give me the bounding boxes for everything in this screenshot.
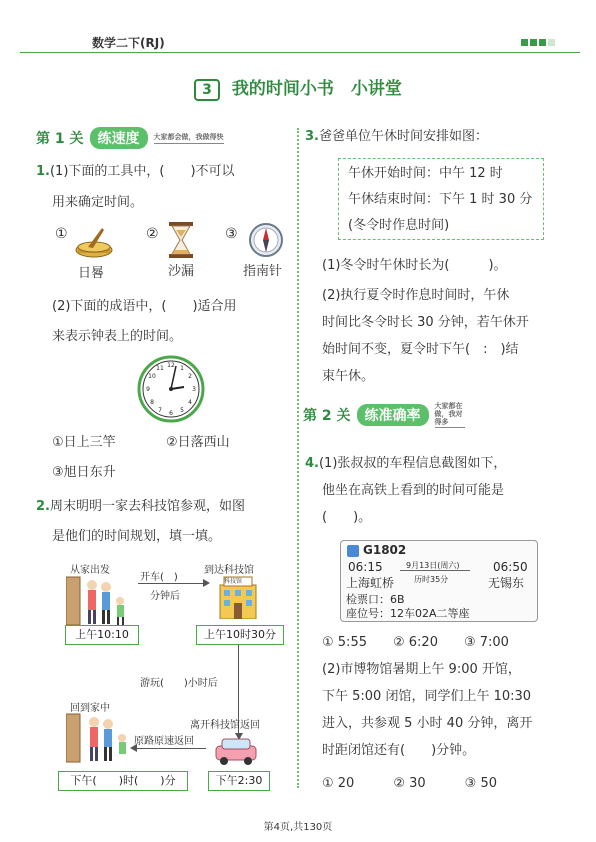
train-number: G1802 bbox=[363, 543, 407, 557]
label-back-home: 回到家中 bbox=[70, 703, 110, 714]
svg-text:3: 3 bbox=[192, 386, 196, 393]
label-drive: 开车( ) bbox=[140, 572, 178, 583]
q4-part1-line2: 他坐在高铁上看到的时间可能是 bbox=[322, 483, 505, 498]
section1-slogan: 大家都会做，我做得快 bbox=[154, 132, 224, 144]
q2-text: 周末明明一家去科技馆参观，如图 bbox=[49, 499, 245, 514]
sundial-icon bbox=[74, 220, 114, 264]
q4-part2-line3: 进入，共参观 5 小时 40 分钟，离开 bbox=[322, 716, 533, 731]
time-box-home: 下午( )时( )分 bbox=[58, 771, 188, 791]
q4-part2-line4: 时距闭馆还有( )分钟。 bbox=[322, 743, 476, 758]
q4-part1-line3: ( )。 bbox=[322, 510, 372, 525]
clock-icon bbox=[136, 354, 206, 428]
compass-icon bbox=[248, 222, 284, 262]
lesson-number: 3 bbox=[194, 79, 220, 101]
svg-text:9: 9 bbox=[146, 386, 150, 393]
q1-part1-text: (1)下面的工具中，( )不可以 bbox=[49, 164, 235, 179]
label-play: 游玩( )小时后 bbox=[140, 678, 218, 689]
time-box-arrive: 上午10时30分 bbox=[196, 625, 284, 645]
family-illustration bbox=[66, 575, 136, 631]
section2-slogan: 大家都在做，我对得多 bbox=[434, 402, 463, 426]
arrival-time: 06:50 bbox=[493, 560, 528, 574]
q3-part2-line4: 束午休。 bbox=[322, 369, 375, 384]
q3-text: 爸爸单位午休时间安排如图： bbox=[318, 129, 488, 144]
label-return-route: 原路原速返回 bbox=[134, 736, 194, 747]
q4-part1-options: ① 5:55 ② 6:20 ③ 7:00 bbox=[322, 635, 509, 650]
arrowhead-drive bbox=[203, 579, 210, 587]
tool-label-1: 日晷 bbox=[78, 266, 105, 281]
q4-line1 bbox=[305, 455, 506, 473]
family-home-illustration bbox=[66, 712, 136, 768]
tool-mark-1: ① bbox=[55, 226, 68, 242]
travel-date: 9月13日(周六) bbox=[406, 561, 460, 570]
page-header-title: 数学二下(RJ) bbox=[92, 36, 165, 50]
section2-header bbox=[303, 402, 465, 428]
svg-text:4: 4 bbox=[188, 399, 192, 406]
q3-number: 3. bbox=[305, 129, 319, 144]
nap-end: 午休结束时间：下午 1 时 30 分 bbox=[348, 192, 533, 207]
svg-text:11: 11 bbox=[156, 365, 164, 372]
q4-part2-line1: (2)市博物馆暑期上午 9:00 开馆， bbox=[322, 662, 521, 677]
q4-number: 4. bbox=[305, 456, 319, 471]
travel-duration: 历时35分 bbox=[414, 575, 449, 584]
q1-part2-line1: (2)下面的成语中，( )适合用 bbox=[52, 299, 237, 314]
q1-number: 1. bbox=[36, 164, 50, 179]
svg-text:8: 8 bbox=[150, 399, 154, 406]
car-icon bbox=[212, 736, 260, 770]
tool-label-2: 沙漏 bbox=[168, 264, 195, 279]
section1-header bbox=[36, 127, 224, 149]
tool-label-3: 指南针 bbox=[243, 264, 283, 279]
q1-option-2: ②日落西山 bbox=[166, 435, 230, 450]
lesson-title-text: 我的时间小书 小讲堂 bbox=[231, 79, 402, 99]
time-box-depart: 上午10:10 bbox=[65, 625, 139, 645]
q2-line1 bbox=[36, 498, 245, 516]
nap-note: (冬令时作息时间) bbox=[348, 218, 450, 233]
svg-text:6: 6 bbox=[169, 410, 173, 417]
q4-part2-options: ① 20 ② 30 ③ 50 bbox=[322, 776, 497, 791]
q1-option-1: ①日上三竿 bbox=[52, 435, 116, 450]
q2-number: 2. bbox=[36, 499, 50, 514]
arrival-station: 无锡东 bbox=[488, 576, 525, 590]
tool-mark-2: ② bbox=[146, 226, 159, 242]
q1-line2: 用来确定时间。 bbox=[52, 195, 144, 210]
section1-pill: 练速度 bbox=[90, 127, 148, 149]
page-footer: 第4页,共130页 bbox=[263, 822, 333, 833]
q3-part1: (1)冬令时午休时长为( )。 bbox=[322, 258, 507, 273]
svg-text:1: 1 bbox=[180, 365, 184, 372]
ticket-route-line bbox=[400, 570, 470, 571]
hourglass-icon bbox=[166, 220, 196, 264]
q2-line2: 是他们的时间规划，填一填。 bbox=[52, 529, 222, 544]
q3-part2-line3: 始时间不变，夏令时下午( : )结 bbox=[322, 342, 519, 357]
q1-line1 bbox=[36, 163, 235, 181]
svg-text:7: 7 bbox=[158, 407, 162, 414]
svg-text:12: 12 bbox=[167, 362, 175, 369]
check-in-gate: 检票口：6B bbox=[346, 593, 405, 606]
lesson-title bbox=[0, 74, 596, 101]
tool-mark-3: ③ bbox=[225, 226, 238, 242]
q4-part1-text: (1)张叔叔的车程信息截图如下， bbox=[318, 456, 507, 471]
q3-line1 bbox=[305, 128, 488, 146]
section2-label: 第 2 关 bbox=[303, 408, 351, 424]
arrow-return bbox=[136, 748, 206, 749]
q4-part2-line2: 下午 5:00 闭馆，同学们上午 10:30 bbox=[322, 689, 532, 704]
header-decoration bbox=[521, 39, 555, 46]
departure-station: 上海虹桥 bbox=[346, 576, 395, 590]
q1-part2-line2: 来表示钟表上的时间。 bbox=[52, 329, 183, 344]
museum-sign: 科技馆 bbox=[224, 578, 243, 585]
label-leave: 离开科技馆返回 bbox=[190, 720, 260, 731]
arrowhead-return bbox=[130, 744, 137, 752]
column-divider bbox=[297, 128, 299, 788]
label-drive-minutes: 分钟后 bbox=[150, 591, 180, 602]
label-from-home: 从家出发 bbox=[70, 565, 110, 576]
svg-text:10: 10 bbox=[148, 373, 156, 380]
nap-start: 午休开始时间：中午 12 时 bbox=[348, 166, 503, 181]
label-arrive: 到达科技馆 bbox=[204, 565, 254, 576]
q3-part2-line2: 时间比冬令时长 30 分钟，若午休开 bbox=[322, 315, 529, 330]
q1-option-3: ③旭日东升 bbox=[52, 465, 116, 480]
header-rule bbox=[20, 52, 580, 53]
train-icon bbox=[347, 545, 359, 557]
arrow-drive bbox=[138, 583, 208, 584]
seat-number: 座位号：12车02A二等座 bbox=[346, 607, 470, 620]
section1-label: 第 1 关 bbox=[36, 131, 84, 147]
time-box-leave: 下午2:30 bbox=[208, 771, 270, 791]
departure-time: 06:15 bbox=[348, 560, 383, 574]
svg-text:2: 2 bbox=[188, 373, 192, 380]
svg-text:5: 5 bbox=[180, 407, 184, 414]
q3-part2-line1: (2)执行夏令时作息时间时，午休 bbox=[322, 288, 510, 303]
section2-pill: 练准确率 bbox=[357, 404, 429, 426]
